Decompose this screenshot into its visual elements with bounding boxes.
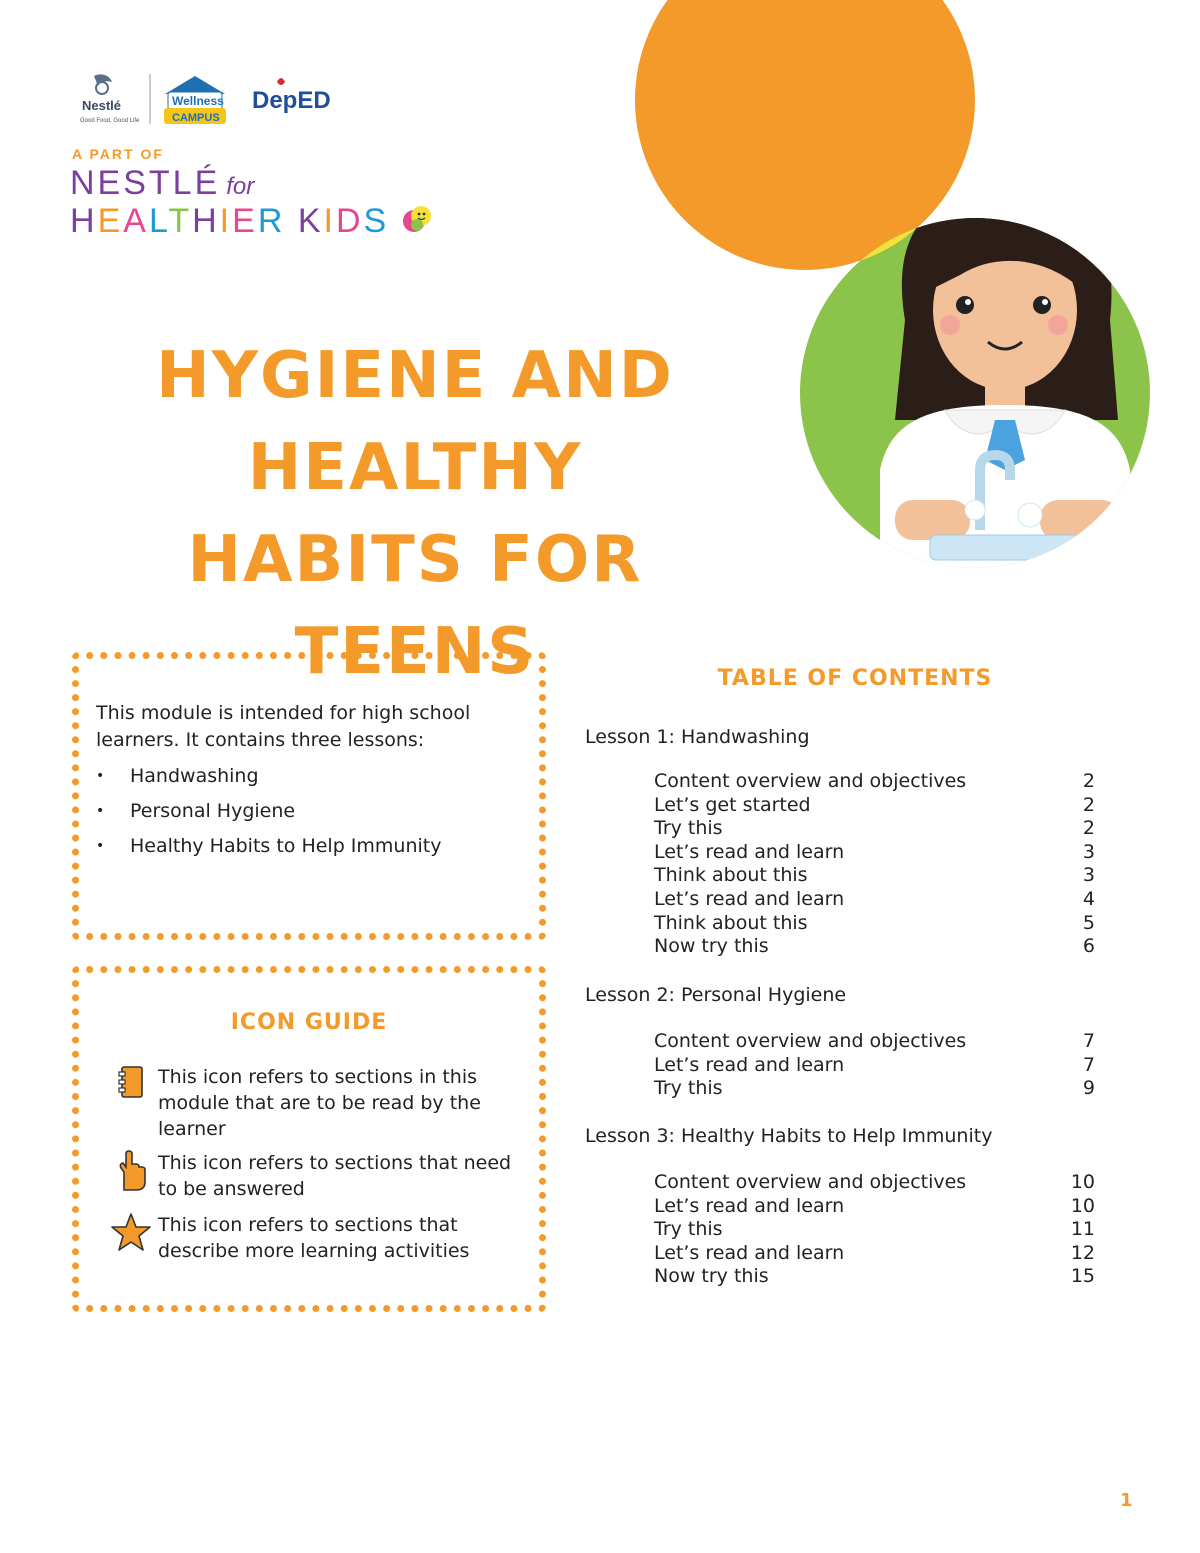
- brand-letter: A: [123, 202, 149, 240]
- brand-letter: I: [219, 202, 233, 240]
- list-item: • Personal Hygiene: [96, 799, 296, 822]
- brand-letter: K: [297, 202, 324, 240]
- wellness-campus-logo: [164, 76, 226, 124]
- toc-lesson-title: Lesson 1: Handwashing: [585, 726, 810, 748]
- toc-entry[interactable]: Let’s read and learn 12: [654, 1241, 1095, 1264]
- partner-logos: [80, 70, 350, 130]
- toc-lesson-title: Lesson 3: Healthy Habits to Help Immunity: [585, 1125, 993, 1147]
- toc-entry[interactable]: Think about this 3: [654, 864, 1095, 887]
- toc-entry[interactable]: Try this 2: [654, 817, 1095, 840]
- brand-nestle-for: [70, 164, 254, 203]
- icon-guide-heading: ICON GUIDE: [230, 1010, 388, 1035]
- icon-guide-item: [104, 1212, 524, 1264]
- brand-letter: S: [363, 202, 390, 240]
- icon-guide-item: [104, 1150, 524, 1202]
- toc-entry[interactable]: Content overview and objectives 7: [654, 1030, 1095, 1052]
- toc-entry[interactable]: Let’s read and learn 3: [654, 840, 1095, 863]
- svg-text:Good Food, Good Life: Good Food, Good Life: [80, 118, 140, 124]
- intro-lesson-list: [96, 758, 536, 863]
- icon-guide-item: [104, 1064, 524, 1142]
- title-line-2: HEALTHY HABITS FOR: [187, 431, 643, 597]
- brand-healthier-kids-text: [70, 202, 389, 240]
- brand-letter: I: [323, 202, 336, 240]
- brand-letter: L: [148, 202, 169, 240]
- title-line-3: TEENS: [294, 615, 536, 689]
- toc-entry[interactable]: Try this 9: [654, 1077, 1095, 1100]
- svg-text:Wellness: Wellness: [172, 94, 224, 108]
- svg-text:Nestlé: Nestlé: [82, 98, 122, 113]
- svg-text:DepED: DepED: [252, 87, 331, 114]
- brand-letter: H: [192, 202, 220, 240]
- brand-for: for: [226, 173, 255, 200]
- page-title: [110, 330, 720, 698]
- toc-lesson-2: [585, 982, 1105, 1101]
- girl-washing-hands-illustration: [880, 190, 1130, 600]
- brand-letter: E: [97, 202, 124, 240]
- toc-entry[interactable]: Content overview and objectives 2: [654, 770, 1095, 792]
- brand-letter: D: [335, 202, 364, 240]
- raised-hand-icon: [104, 1150, 158, 1200]
- intro-text: This module is intended for high school learners. It contains three lessons:: [96, 702, 471, 751]
- toc-lesson-title: Lesson 2: Personal Hygiene: [585, 984, 847, 1006]
- toc-entry[interactable]: Think about this 5: [654, 911, 1095, 934]
- deped-logo: [252, 78, 331, 114]
- toc-entry[interactable]: Content overview and objectives 10: [654, 1171, 1095, 1193]
- brand-nestle: NESTLÉ: [70, 164, 221, 202]
- icon-guide-text: This icon refers to sections in this module that are to be read by the learner: [158, 1066, 481, 1140]
- toc-heading: TABLE OF CONTENTS: [717, 666, 993, 691]
- brand-letter: H: [70, 202, 98, 240]
- icon-guide-text: This icon refers to sections that describe more learning activities: [158, 1214, 470, 1262]
- list-item: • Healthy Habits to Help Immunity: [96, 834, 442, 857]
- brand-letter: T: [168, 202, 193, 240]
- toc-entry[interactable]: Let’s read and learn 7: [654, 1053, 1095, 1076]
- toc-lesson-1: [585, 724, 1105, 959]
- brand-letter: [285, 202, 297, 240]
- brand-letter: R: [257, 202, 286, 240]
- toc-entry[interactable]: Try this 11: [654, 1218, 1095, 1241]
- svg-text:CAMPUS: CAMPUS: [172, 112, 220, 124]
- toc-entry[interactable]: Let’s get started 2: [654, 793, 1095, 816]
- toc-entry[interactable]: Now try this 6: [654, 935, 1095, 958]
- a-part-of-label: A PART OF: [72, 146, 164, 162]
- toc-entry[interactable]: Now try this 15: [654, 1265, 1095, 1288]
- brand-healthier-kids: [70, 202, 432, 241]
- smiley-icon: [402, 204, 432, 234]
- toc-lesson-3: [585, 1123, 1105, 1289]
- title-line-1: HYGIENE AND: [156, 339, 674, 413]
- toc-entry[interactable]: Let’s read and learn 4: [654, 887, 1095, 910]
- brand-letter: E: [232, 202, 258, 240]
- star-icon: [104, 1212, 158, 1262]
- nestle-logo: [80, 74, 140, 124]
- toc-entry[interactable]: Let’s read and learn 10: [654, 1194, 1095, 1217]
- icon-guide-text: This icon refers to sections that need to be answered: [158, 1152, 512, 1200]
- page-number: 1: [1120, 1490, 1133, 1511]
- book-icon: [104, 1064, 158, 1114]
- list-item: • Handwashing: [96, 764, 259, 787]
